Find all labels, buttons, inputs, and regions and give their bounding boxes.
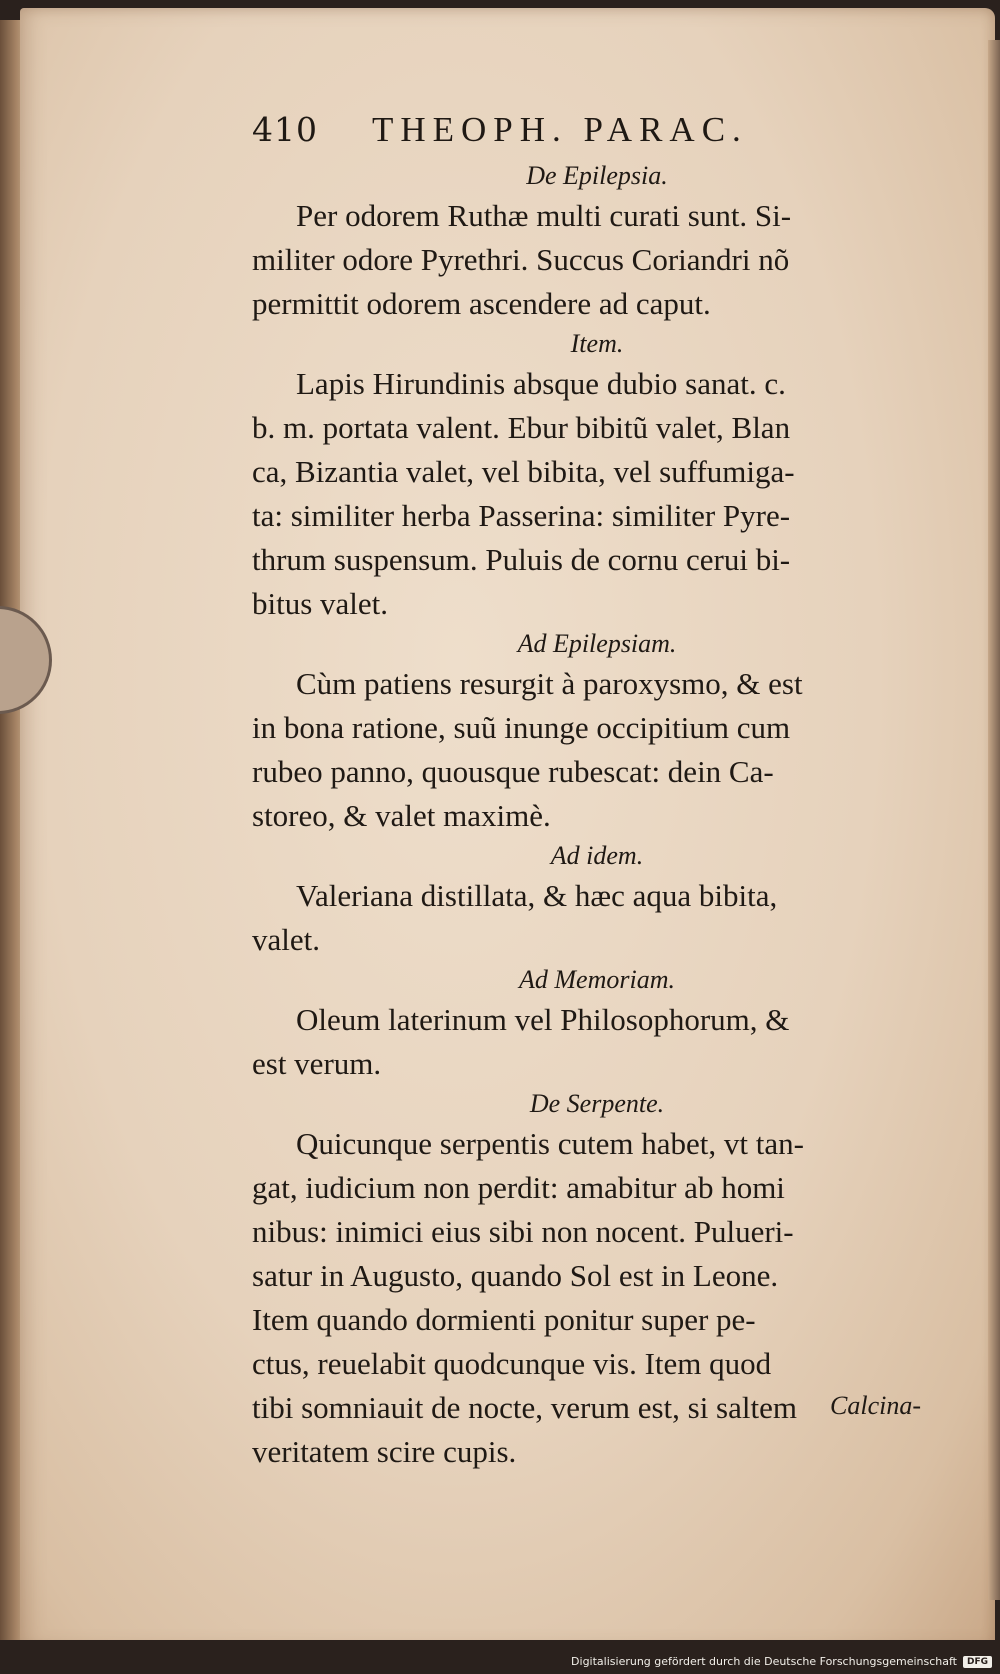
digitization-credit bbox=[571, 1655, 992, 1668]
page-number: 410 bbox=[252, 110, 318, 149]
dfg-logo-icon: DFG bbox=[963, 1656, 992, 1668]
running-title: THEOPH. PARAC. bbox=[372, 110, 748, 149]
text-line: thrum suspensum. Puluis de cornu cerui bi- bbox=[252, 542, 791, 577]
text-line: storeo, & valet maximè. bbox=[252, 798, 551, 833]
text-line: valet. bbox=[252, 922, 320, 957]
section-ad-idem bbox=[252, 838, 982, 962]
section-heading: Ad idem. bbox=[550, 841, 644, 870]
paragraph bbox=[252, 1122, 982, 1474]
text-line: permittit odorem ascendere ad caput. bbox=[252, 286, 711, 321]
text-line: Quicunque serpentis cutem habet, vt tan- bbox=[296, 1126, 804, 1161]
text-line: in bona ratione, suũ inunge occipitium cum bbox=[252, 710, 791, 745]
section-item bbox=[252, 326, 982, 626]
section-heading: Ad Memoriam. bbox=[519, 965, 675, 994]
text-line: ctus, reuelabit quodcunque vis. Item quod bbox=[252, 1346, 772, 1381]
text-line: militer odore Pyrethri. Succus Coriandri nõ bbox=[252, 242, 790, 277]
text-line: est verum. bbox=[252, 1046, 382, 1081]
paragraph bbox=[252, 362, 982, 626]
text-line: ca, Bizantia valet, vel bibita, vel suffumiga- bbox=[252, 454, 795, 489]
section-ad-epilepsiam bbox=[252, 626, 982, 838]
text-line: Oleum laterinum vel Philosophorum, & bbox=[296, 1002, 790, 1037]
catchword: Calcina- bbox=[830, 1391, 921, 1420]
text-block bbox=[252, 110, 982, 1474]
text-line: Valeriana distillata, & hæc aqua bibita, bbox=[296, 878, 778, 913]
text-line: Per odorem Ruthæ multi curati sunt. Si- bbox=[296, 198, 792, 233]
paragraph bbox=[252, 662, 982, 838]
right-page-edge bbox=[988, 40, 1000, 1600]
page-header bbox=[252, 110, 982, 154]
section-ad-memoriam bbox=[252, 962, 982, 1086]
paragraph bbox=[252, 194, 982, 326]
text-line: nibus: inimici eius sibi non nocent. Pulueri- bbox=[252, 1214, 794, 1249]
text-line: satur in Augusto, quando Sol est in Leone. bbox=[252, 1258, 779, 1293]
paragraph bbox=[252, 998, 982, 1086]
text-line: ta: similiter herba Passerina: similiter Pyre- bbox=[252, 498, 791, 533]
text-line: Lapis Hirundinis absque dubio sanat. c. bbox=[296, 366, 786, 401]
text-line: Cùm patiens resurgit à paroxysmo, & est bbox=[296, 666, 803, 701]
text-line: tibi somniauit de nocte, verum est, si saltem bbox=[252, 1390, 797, 1425]
text-line: gat, iudicium non perdit: amabitur ab homi bbox=[252, 1170, 785, 1205]
text-line: Item quando dormienti ponitur super pe- bbox=[252, 1302, 756, 1337]
section-heading: Ad Epilepsiam. bbox=[517, 629, 677, 658]
text-line: bitus valet. bbox=[252, 586, 389, 621]
section-heading: De Epilepsia. bbox=[526, 161, 668, 190]
credit-text: Digitalisierung gefördert durch die Deutsche Forschungsgemeinschaft bbox=[571, 1655, 957, 1668]
section-de-epilepsia bbox=[252, 158, 982, 326]
section-heading: De Serpente. bbox=[529, 1089, 665, 1118]
paragraph bbox=[252, 874, 982, 962]
section-heading: Item. bbox=[570, 329, 624, 358]
text-line: b. m. portata valent. Ebur bibitũ valet, Blan bbox=[252, 410, 791, 445]
text-line: veritatem scire cupis. bbox=[252, 1434, 517, 1469]
text-line: rubeo panno, quousque rubescat: dein Ca- bbox=[252, 754, 774, 789]
